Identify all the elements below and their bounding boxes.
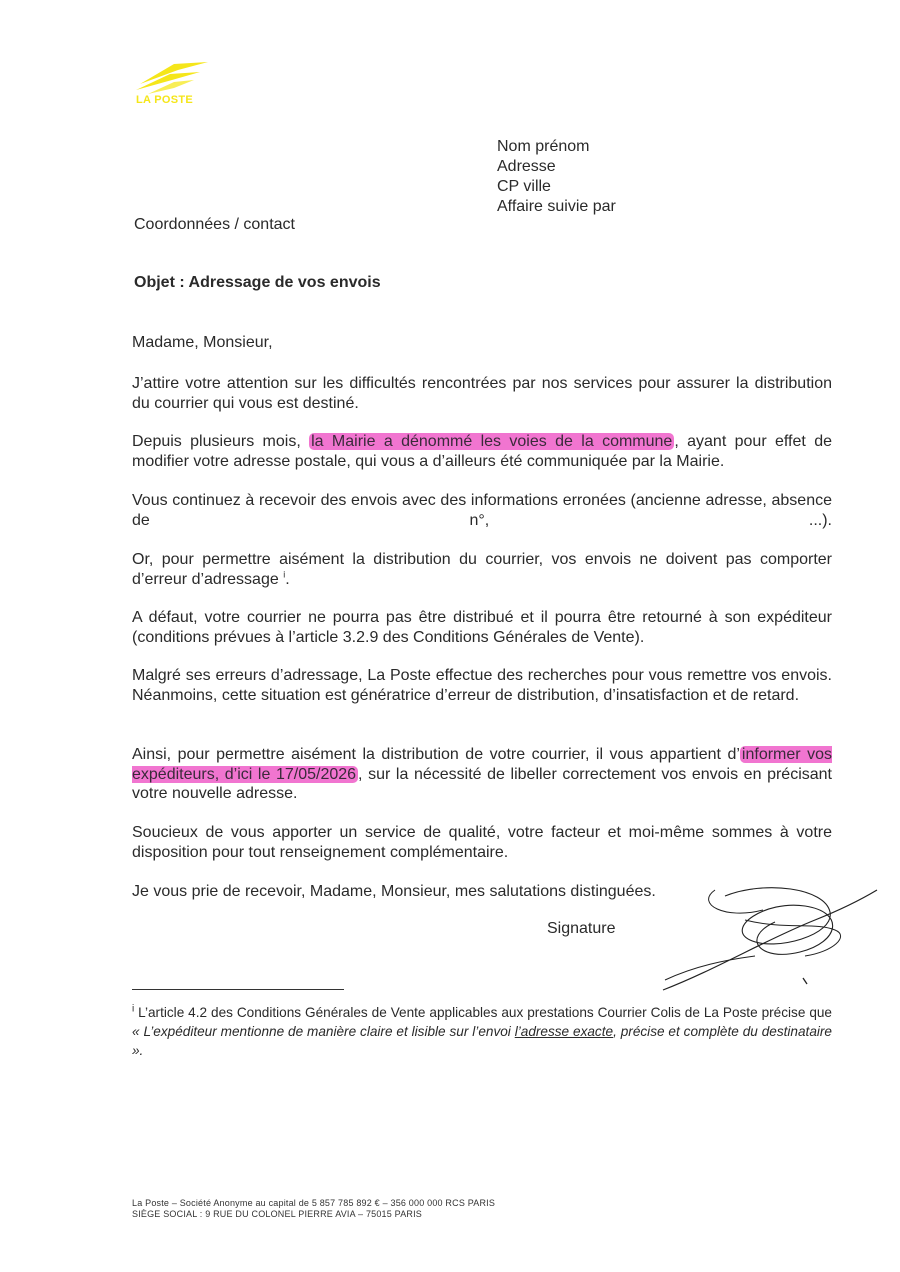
closing-formula: Je vous prie de recevoir, Madame, Monsieur, mes salutations distinguées.	[132, 883, 656, 900]
highlight-inform-senders: informer vos expéditeurs, d’ici le 17/05/2026	[132, 746, 832, 783]
p2-after: , ayant pour effet de modifier votre adresse postale, qui vous a d’ailleurs été communiquée par la Mairie.	[132, 433, 832, 470]
highlight-street-naming: la Mairie a dénommé les voies de la commune	[311, 433, 673, 450]
legal-line-2: SIÈGE SOCIAL : 9 RUE DU COLONEL PIERRE AVIA – 75015 PARIS	[132, 1209, 423, 1219]
paragraph-street-naming	[132, 432, 832, 471]
footnote-separator	[132, 989, 344, 990]
paragraph-return-to-sender: A défaut, votre courrier ne pourra pas être distribué et il pourra être retourné à son expéditeur (conditions prévues à l’article 3.2.9 des Conditions Générales de Vente).	[132, 609, 832, 646]
footnote-mark: i	[132, 1003, 135, 1015]
footnote-quote-open: « L’expéditeur mentionne de manière claire et lisible sur l’envoi	[132, 1024, 515, 1039]
paragraph-service-quality: Soucieux de vous apporter un service de qualité, votre facteur et moi-même sommes à votre disposition pour tout renseignement complémentaire.	[132, 824, 832, 861]
footnote-quote-close: , précise et complète du destinataire ».	[132, 1024, 832, 1058]
recipient-name: Nom prénom	[497, 138, 590, 155]
recipient-block	[497, 137, 616, 217]
sender-contact: Coordonnées / contact	[134, 216, 295, 233]
recipient-handled-by: Affaire suivie par	[497, 198, 616, 215]
footnote-quote-underlined: l’adresse exacte	[514, 1024, 614, 1039]
footnote-intro: L’article 4.2 des Conditions Générales de Vente applicables aux prestations Courrier Colis de La Poste précise que	[134, 1005, 832, 1020]
legal-line-1: La Poste – Société Anonyme au capital de 5 857 785 892 € – 356 000 000 RCS PARIS	[132, 1198, 496, 1208]
recipient-address: Adresse	[497, 158, 556, 175]
p7-before: Ainsi, pour permettre aisément la distribution de votre courrier, il vous appartient d’	[132, 746, 740, 763]
footnote	[132, 1003, 832, 1060]
paragraph-searches: Malgré ses erreurs d’adressage, La Poste effectue des recherches pour vous remettre vos envois. Néanmoins, cette situation est génératrice d’erreur de distribution, d’insatisfaction et de retard.	[132, 667, 832, 704]
footnote-reference: i	[283, 569, 286, 580]
la-poste-bird-icon	[134, 56, 214, 96]
paragraph-addressing-errors: Or, pour permettre aisément la distribution du courrier, vos envois ne doivent pas comporter d’erreur d’adressage $^i$.	[132, 551, 832, 588]
paragraph-difficulties: J’attire votre attention sur les difficultés rencontrées par nos services pour assurer la distribution du courrier qui vous est destiné.	[132, 375, 832, 412]
paragraph-erroneous-info: Vous continuez à recevoir des envois avec des informations erronées (ancienne adresse, absence de n°, ...).	[132, 492, 832, 529]
paragraph-inform-senders	[132, 745, 832, 804]
recipient-city: CP ville	[497, 178, 551, 195]
la-poste-logo	[134, 56, 214, 108]
salutation: Madame, Monsieur,	[132, 334, 273, 351]
signature-label: Signature	[547, 920, 616, 937]
p4-text: Or, pour permettre aisément la distribution du courrier, vos envois ne doivent pas comporter d’erreur d’adressage	[132, 551, 832, 588]
p2-before: Depuis plusieurs mois,	[132, 433, 310, 450]
handwritten-signature	[655, 860, 885, 1000]
p7-after: , sur la nécessité de libeller correctement vos envois en précisant votre nouvelle adresse.	[132, 765, 832, 802]
logo-text: LA POSTE	[136, 94, 193, 106]
letter-subject: Objet : Adressage de vos envois	[134, 274, 381, 291]
legal-footer	[132, 1198, 495, 1220]
